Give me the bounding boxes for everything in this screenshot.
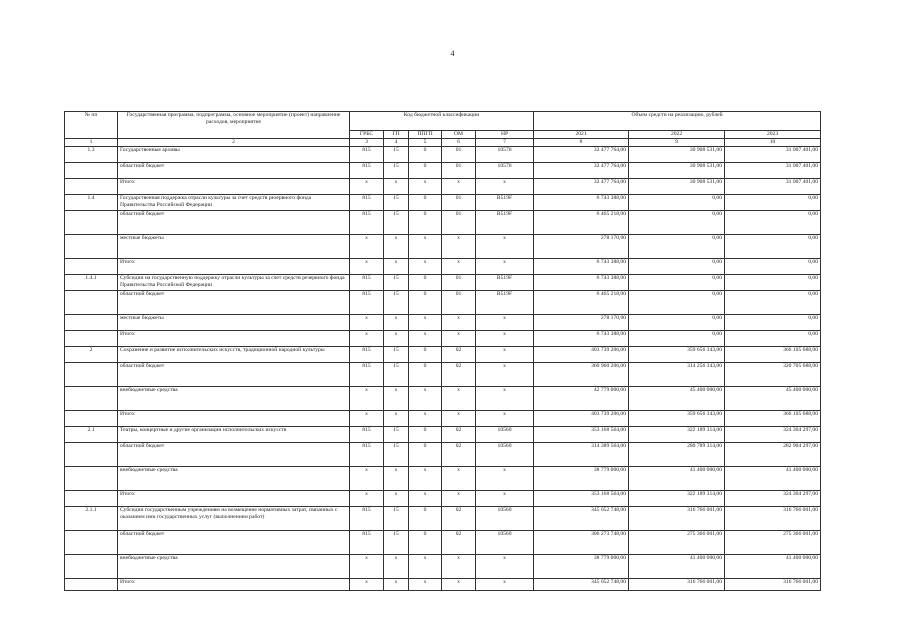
row-gp: х: [384, 579, 409, 591]
row-nr: х: [476, 555, 534, 579]
row-amount-2022: 30 908 531,00: [629, 163, 725, 179]
row-amount-2023: 324 304 297,00: [725, 427, 821, 443]
row-gp: х: [384, 467, 409, 491]
header-code-group: Код бюджетной классификации: [350, 112, 534, 131]
row-amount-2023: 0,00: [725, 211, 821, 235]
row-nr: R519F: [476, 211, 534, 235]
row-nr: R519F: [476, 291, 534, 315]
row-grbs: х: [350, 179, 384, 195]
row-grbs: х: [350, 387, 384, 411]
row-amount-2023: 41 400 000,00: [725, 555, 821, 579]
row-gp: х: [384, 259, 409, 275]
row-om: х: [442, 387, 476, 411]
row-name: областной бюджет: [118, 211, 350, 235]
row-name: областной бюджет: [118, 291, 350, 315]
row-om: 02: [442, 347, 476, 363]
row-om: х: [442, 259, 476, 275]
row-gp: х: [384, 555, 409, 579]
table-body: [65, 147, 821, 591]
row-om: х: [442, 555, 476, 579]
row-gp: х: [384, 315, 409, 331]
row-amount-2021: 278 170,00: [534, 235, 629, 259]
table-row: [65, 347, 821, 363]
page-number: 4: [450, 49, 455, 58]
table-row: [65, 179, 821, 195]
row-grbs: х: [350, 259, 384, 275]
row-nr: х: [476, 235, 534, 259]
row-grbs: 815: [350, 163, 384, 179]
header-name: Государственная программа, подпрограмма, основное мероприятие (проект) направление расходов, мероприятие: [118, 112, 350, 139]
row-num: [65, 555, 118, 579]
row-name: Субсидии государственным учреждениям на возмещение нормативных затрат, связанных с оказанием ими государственных услуг (выполнением работ): [118, 507, 350, 531]
table-row: [65, 211, 821, 235]
row-amount-2022: 316 766 001,00: [629, 579, 725, 591]
row-ppgp: х: [409, 235, 442, 259]
row-nr: 10560: [476, 427, 534, 443]
row-amount-2022: 275 366 001,00: [629, 531, 725, 555]
row-grbs: х: [350, 331, 384, 347]
row-om: х: [442, 235, 476, 259]
table-row: [65, 331, 821, 347]
row-gp: 15: [384, 163, 409, 179]
row-gp: х: [384, 411, 409, 427]
table-row: [65, 427, 821, 443]
row-om: 02: [442, 427, 476, 443]
row-name: внебюджетные средства: [118, 387, 350, 411]
row-num: [65, 443, 118, 467]
row-om: 01: [442, 195, 476, 211]
row-grbs: 815: [350, 147, 384, 163]
row-ppgp: 0: [409, 347, 442, 363]
row-ppgp: 0: [409, 147, 442, 163]
row-name: Итого:: [118, 331, 350, 347]
table-row: [65, 235, 821, 259]
row-num: [65, 179, 118, 195]
row-amount-2021: 353 168 564,00: [534, 491, 629, 507]
table-row: [65, 411, 821, 427]
row-nr: х: [476, 467, 534, 491]
row-ppgp: х: [409, 315, 442, 331]
row-om: 02: [442, 507, 476, 531]
table-row: [65, 195, 821, 211]
row-num: [65, 491, 118, 507]
table-row: [65, 491, 821, 507]
table-row: [65, 531, 821, 555]
header-row: [65, 112, 821, 131]
row-nr: 10560: [476, 531, 534, 555]
row-amount-2023: 31 007 401,00: [725, 163, 821, 179]
row-num: [65, 163, 118, 179]
row-amount-2021: 314 389 564,00: [534, 443, 629, 467]
row-om: 02: [442, 531, 476, 555]
row-grbs: 815: [350, 275, 384, 291]
row-name: областной бюджет: [118, 531, 350, 555]
row-grbs: х: [350, 235, 384, 259]
row-name: Итого:: [118, 579, 350, 591]
row-amount-2022: 30 908 531,00: [629, 147, 725, 163]
row-nr: х: [476, 179, 534, 195]
row-nr: х: [476, 259, 534, 275]
row-num: [65, 387, 118, 411]
row-ppgp: 0: [409, 211, 442, 235]
row-name: Итого:: [118, 179, 350, 195]
row-amount-2021: 403 739 206,00: [534, 411, 629, 427]
row-nr: 10560: [476, 443, 534, 467]
row-num: [65, 315, 118, 331]
table-row: [65, 387, 821, 411]
row-amount-2023: 0,00: [725, 195, 821, 211]
row-amount-2021: 38 779 000,00: [534, 467, 629, 491]
index-cell: 8: [534, 139, 629, 147]
row-num: 2.1: [65, 427, 118, 443]
row-nr: х: [476, 387, 534, 411]
row-amount-2023: 31 007 401,00: [725, 147, 821, 163]
row-om: х: [442, 467, 476, 491]
row-amount-2023: 316 766 001,00: [725, 507, 821, 531]
row-amount-2022: 316 766 001,00: [629, 507, 725, 531]
row-amount-2021: 6 743 388,00: [534, 259, 629, 275]
row-amount-2022: 0,00: [629, 291, 725, 315]
row-grbs: 815: [350, 291, 384, 315]
row-amount-2023: 31 007 401,00: [725, 179, 821, 195]
row-grbs: 815: [350, 443, 384, 467]
row-name: Итого:: [118, 491, 350, 507]
row-om: х: [442, 491, 476, 507]
row-gp: 15: [384, 507, 409, 531]
row-amount-2022: 359 656 343,00: [629, 411, 725, 427]
row-amount-2023: 366 105 688,00: [725, 411, 821, 427]
index-row: [65, 139, 821, 147]
row-amount-2023: 275 366 001,00: [725, 531, 821, 555]
row-grbs: х: [350, 315, 384, 331]
table-row: [65, 147, 821, 163]
index-cell: 6: [442, 139, 476, 147]
row-num: [65, 411, 118, 427]
row-ppgp: 0: [409, 275, 442, 291]
row-grbs: 815: [350, 347, 384, 363]
row-nr: х: [476, 491, 534, 507]
row-gp: х: [384, 331, 409, 347]
row-om: 01: [442, 275, 476, 291]
row-amount-2022: 322 189 314,00: [629, 427, 725, 443]
row-amount-2023: 316 766 001,00: [725, 579, 821, 591]
budget-table: [64, 111, 821, 591]
row-ppgp: 0: [409, 443, 442, 467]
row-gp: 15: [384, 211, 409, 235]
table-row: [65, 275, 821, 291]
row-amount-2023: 0,00: [725, 291, 821, 315]
index-cell: 2: [118, 139, 350, 147]
index-cell: 5: [409, 139, 442, 147]
row-amount-2023: 41 400 000,00: [725, 467, 821, 491]
row-name: местные бюджеты: [118, 315, 350, 331]
row-gp: х: [384, 387, 409, 411]
row-amount-2021: 306 273 748,00: [534, 531, 629, 555]
row-name: областной бюджет: [118, 363, 350, 387]
row-num: 1.3: [65, 147, 118, 163]
row-num: 1.4: [65, 195, 118, 211]
row-amount-2022: 0,00: [629, 211, 725, 235]
row-gp: 15: [384, 147, 409, 163]
row-name: Театры, концертные и другие организации исполнительских искусств: [118, 427, 350, 443]
row-ppgp: 0: [409, 507, 442, 531]
row-amount-2022: 0,00: [629, 331, 725, 347]
index-cell: 10: [725, 139, 821, 147]
row-nr: х: [476, 331, 534, 347]
row-grbs: 815: [350, 427, 384, 443]
row-gp: х: [384, 491, 409, 507]
table-row: [65, 163, 821, 179]
row-name: Сохранение и развитие исполнительских искусств, традиционной народной культуры: [118, 347, 350, 363]
row-amount-2021: 42 779 000,00: [534, 387, 629, 411]
row-amount-2023: 0,00: [725, 275, 821, 291]
header-gp: ГП: [384, 131, 409, 139]
header-amount-group: Объем средств на реализацию, рублей: [534, 112, 821, 131]
row-name: Государственные архивы: [118, 147, 350, 163]
row-grbs: х: [350, 579, 384, 591]
row-nr: х: [476, 411, 534, 427]
row-grbs: 815: [350, 531, 384, 555]
row-grbs: х: [350, 411, 384, 427]
index-cell: 1: [65, 139, 118, 147]
row-om: х: [442, 579, 476, 591]
row-nr: х: [476, 315, 534, 331]
row-amount-2021: 32 477 764,00: [534, 179, 629, 195]
row-ppgp: 0: [409, 427, 442, 443]
row-num: [65, 467, 118, 491]
row-amount-2022: 0,00: [629, 259, 725, 275]
row-nr: х: [476, 347, 534, 363]
index-cell: 4: [384, 139, 409, 147]
row-amount-2021: 345 052 748,00: [534, 579, 629, 591]
header-year-2023: 2023: [725, 131, 821, 139]
row-amount-2022: 41 400 000,00: [629, 555, 725, 579]
index-cell: 7: [476, 139, 534, 147]
row-amount-2022: 359 656 343,00: [629, 347, 725, 363]
row-num: [65, 531, 118, 555]
table-row: [65, 315, 821, 331]
row-gp: 15: [384, 195, 409, 211]
row-amount-2021: 6 743 388,00: [534, 275, 629, 291]
row-num: [65, 363, 118, 387]
row-amount-2021: 6 465 218,00: [534, 291, 629, 315]
row-om: 01: [442, 147, 476, 163]
row-name: Итого:: [118, 259, 350, 275]
row-num: 1.4.1: [65, 275, 118, 291]
row-name: внебюджетные средства: [118, 555, 350, 579]
row-nr: х: [476, 579, 534, 591]
row-amount-2021: 360 960 206,00: [534, 363, 629, 387]
row-om: 02: [442, 443, 476, 467]
row-amount-2023: 45 400 000,00: [725, 387, 821, 411]
row-nr: R519F: [476, 275, 534, 291]
header-num: № пп: [65, 112, 118, 139]
row-ppgp: х: [409, 467, 442, 491]
row-nr: 10570: [476, 163, 534, 179]
row-gp: 15: [384, 427, 409, 443]
row-amount-2023: 282 904 297,00: [725, 443, 821, 467]
row-grbs: х: [350, 491, 384, 507]
row-amount-2021: 6 743 388,00: [534, 195, 629, 211]
row-gp: х: [384, 179, 409, 195]
row-om: х: [442, 179, 476, 195]
row-name: областной бюджет: [118, 443, 350, 467]
row-amount-2021: 32 477 764,00: [534, 147, 629, 163]
row-amount-2022: 0,00: [629, 195, 725, 211]
row-gp: 15: [384, 443, 409, 467]
row-ppgp: 0: [409, 531, 442, 555]
index-cell: 3: [350, 139, 384, 147]
row-gp: 15: [384, 363, 409, 387]
row-name: местные бюджеты: [118, 235, 350, 259]
row-ppgp: 0: [409, 163, 442, 179]
header-year-2022: 2022: [629, 131, 725, 139]
row-om: х: [442, 331, 476, 347]
row-name: Итого:: [118, 411, 350, 427]
row-amount-2021: 353 168 564,00: [534, 427, 629, 443]
row-grbs: 815: [350, 363, 384, 387]
table-row: [65, 443, 821, 467]
row-ppgp: х: [409, 411, 442, 427]
row-num: [65, 211, 118, 235]
table-row: [65, 363, 821, 387]
row-name: внебюджетные средства: [118, 467, 350, 491]
row-name: Государственная поддержка отрасли культуры за счет средств резервного фонда Правительства Российской Федерации: [118, 195, 350, 211]
row-num: [65, 579, 118, 591]
row-name: Субсидии на государственную поддержку отрасли культуры за счет средств резервного фонда Правительства Российской Федерации: [118, 275, 350, 291]
row-amount-2023: 324 304 297,00: [725, 491, 821, 507]
index-cell: 9: [629, 139, 725, 147]
row-gp: 15: [384, 347, 409, 363]
row-nr: х: [476, 363, 534, 387]
row-num: 2: [65, 347, 118, 363]
table-row: [65, 555, 821, 579]
row-grbs: 815: [350, 507, 384, 531]
row-ppgp: 0: [409, 363, 442, 387]
row-nr: 10570: [476, 147, 534, 163]
header-year-2021: 2021: [534, 131, 629, 139]
row-amount-2023: 366 105 688,00: [725, 347, 821, 363]
row-amount-2022: 0,00: [629, 275, 725, 291]
row-ppgp: х: [409, 259, 442, 275]
header-ppgp: ППГП: [409, 131, 442, 139]
table-row: [65, 579, 821, 591]
row-gp: 15: [384, 531, 409, 555]
row-amount-2022: 41 400 000,00: [629, 467, 725, 491]
row-amount-2022: 30 908 531,00: [629, 179, 725, 195]
row-gp: 15: [384, 275, 409, 291]
row-amount-2021: 32 477 764,00: [534, 163, 629, 179]
row-amount-2021: 403 739 206,00: [534, 347, 629, 363]
row-gp: х: [384, 235, 409, 259]
row-gp: 15: [384, 291, 409, 315]
row-nr: 10560: [476, 507, 534, 531]
row-amount-2023: 0,00: [725, 331, 821, 347]
row-amount-2022: 0,00: [629, 315, 725, 331]
row-grbs: 815: [350, 195, 384, 211]
row-amount-2022: 314 256 343,00: [629, 363, 725, 387]
row-amount-2023: 0,00: [725, 315, 821, 331]
row-om: 01: [442, 211, 476, 235]
row-om: 01: [442, 291, 476, 315]
row-ppgp: х: [409, 579, 442, 591]
row-amount-2021: 345 052 748,00: [534, 507, 629, 531]
row-om: 02: [442, 363, 476, 387]
row-amount-2021: 278 170,00: [534, 315, 629, 331]
row-grbs: х: [350, 467, 384, 491]
row-amount-2023: 0,00: [725, 235, 821, 259]
row-num: [65, 331, 118, 347]
row-ppgp: х: [409, 331, 442, 347]
row-amount-2021: 6 465 218,00: [534, 211, 629, 235]
table-row: [65, 467, 821, 491]
table-row: [65, 259, 821, 275]
row-ppgp: х: [409, 179, 442, 195]
row-amount-2022: 0,00: [629, 235, 725, 259]
row-amount-2023: 320 705 688,00: [725, 363, 821, 387]
row-nr: R519F: [476, 195, 534, 211]
table-row: [65, 507, 821, 531]
row-num: [65, 259, 118, 275]
row-amount-2022: 280 789 314,00: [629, 443, 725, 467]
row-ppgp: 0: [409, 291, 442, 315]
row-ppgp: х: [409, 555, 442, 579]
row-amount-2022: 45 400 000,00: [629, 387, 725, 411]
row-om: 01: [442, 163, 476, 179]
row-ppgp: 0: [409, 195, 442, 211]
row-num: [65, 291, 118, 315]
row-name: областной бюджет: [118, 163, 350, 179]
row-om: х: [442, 315, 476, 331]
row-ppgp: х: [409, 491, 442, 507]
row-amount-2023: 0,00: [725, 259, 821, 275]
row-num: [65, 235, 118, 259]
row-amount-2021: 38 779 000,00: [534, 555, 629, 579]
row-amount-2021: 6 743 388,00: [534, 331, 629, 347]
header-grbs: ГРБС: [350, 131, 384, 139]
row-grbs: х: [350, 555, 384, 579]
table-row: [65, 291, 821, 315]
row-amount-2022: 322 189 314,00: [629, 491, 725, 507]
header-om: ОМ: [442, 131, 476, 139]
row-om: х: [442, 411, 476, 427]
header-nr: НР: [476, 131, 534, 139]
row-ppgp: х: [409, 387, 442, 411]
row-grbs: 815: [350, 211, 384, 235]
row-num: 2.1.1: [65, 507, 118, 531]
